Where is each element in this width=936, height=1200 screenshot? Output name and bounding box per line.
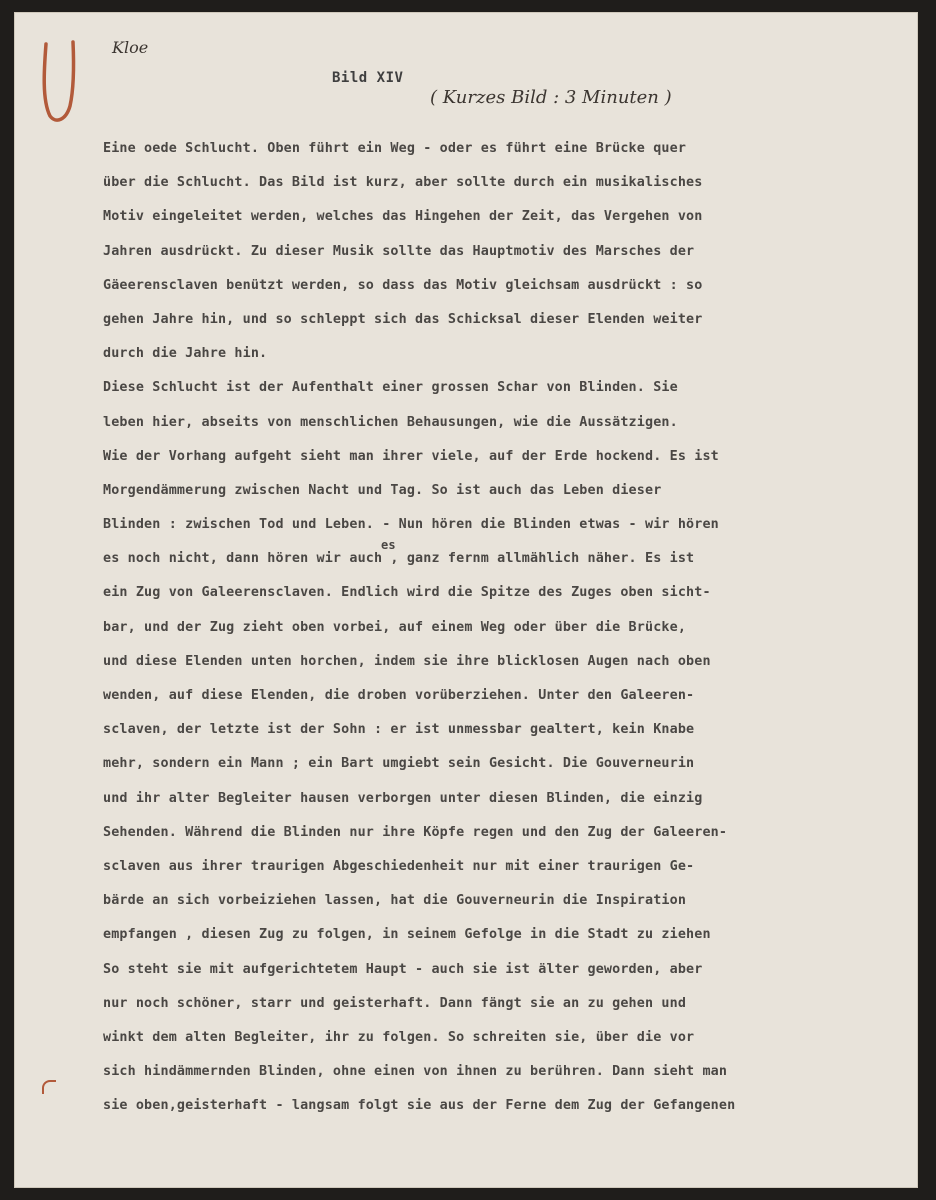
text-line: es noch nicht, dann hören wir auch , ganz fernm allmählich näher. Es ist [103, 551, 695, 567]
typed-body-text [103, 136, 915, 1127]
text-line: So steht sie mit aufgerichtetem Haupt - auch sie ist älter geworden, aber [103, 961, 703, 977]
text-line: nur noch schöner, starr und geisterhaft. Dann fängt sie an zu gehen und [103, 995, 687, 1011]
page-heading: Bild XIV [332, 70, 404, 86]
red-pencil-tick-mark [42, 1080, 56, 1094]
text-line: empfangen , diesen Zug zu folgen, in seinem Gefolge in die Stadt zu ziehen [103, 927, 711, 943]
text-line: gehen Jahre hin, und so schleppt sich das Schicksal dieser Elenden weiter [103, 311, 703, 327]
text-line: bar, und der Zug zieht oben vorbei, auf einem Weg oder über die Brücke, [103, 619, 687, 635]
text-line: sich hindämmernden Blinden, ohne einen von ihnen zu berühren. Dann sieht man [103, 1064, 728, 1080]
text-line: Motiv eingeleitet werden, welches das Hingehen der Zeit, das Vergehen von [103, 209, 703, 225]
text-line: sclaven aus ihrer traurigen Abgeschiedenheit nur mit einer traurigen Ge- [103, 858, 695, 874]
typed-insertion: es [381, 538, 396, 553]
text-line: mehr, sondern ein Mann ; ein Bart umgiebt sein Gesicht. Die Gouverneurin [103, 756, 695, 772]
text-line: Gäeerensclaven benützt werden, so dass das Motiv gleichsam ausdrückt : so [103, 277, 703, 293]
text-line: ein Zug von Galeerensclaven. Endlich wird die Spitze des Zuges oben sicht- [103, 585, 711, 601]
text-line: Sehenden. Während die Blinden nur ihre Köpfe regen und den Zug der Galeeren- [103, 824, 728, 840]
text-line-with-insert [103, 538, 915, 580]
text-line: über die Schlucht. Das Bild ist kurz, aber sollte durch ein musikalisches [103, 175, 703, 191]
text-line: leben hier, abseits von menschlichen Behausungen, wie die Aussätzigen. [103, 414, 678, 430]
handwritten-subtitle: ( Kurzes Bild : 3 Minuten ) [430, 87, 672, 108]
text-line: wenden, auf diese Elenden, die droben vorüberziehen. Unter den Galeeren- [103, 688, 695, 703]
text-line: Diese Schlucht ist der Aufenthalt einer grossen Schar von Blinden. Sie [103, 380, 678, 396]
text-line: Jahren ausdrückt. Zu dieser Musik sollte das Hauptmotiv des Marsches der [103, 243, 695, 259]
text-line: sclaven, der letzte ist der Sohn : er ist unmessbar gealtert, kein Knabe [103, 722, 695, 738]
text-line: winkt dem alten Begleiter, ihr zu folgen. So schreiten sie, über die vor [103, 1029, 695, 1045]
text-line: Wie der Vorhang aufgeht sieht man ihrer viele, auf der Erde hockend. Es ist [103, 448, 719, 464]
text-line: Morgendämmerung zwischen Nacht und Tag. So ist auch das Leben dieser [103, 482, 662, 498]
red-pencil-u-mark [40, 40, 80, 124]
text-line: Blinden : zwischen Tod und Leben. - Nun hören die Blinden etwas - wir hören [103, 517, 719, 533]
handwritten-note-top: Kloe [112, 38, 149, 57]
text-line: bärde an sich vorbeiziehen lassen, hat die Gouverneurin die Inspiration [103, 893, 687, 909]
text-line: Eine oede Schlucht. Oben führt ein Weg - oder es führt eine Brücke quer [103, 141, 687, 156]
text-line: und ihr alter Begleiter hausen verborgen unter diesen Blinden, die einzig [103, 790, 703, 806]
text-line: durch die Jahre hin. [103, 346, 268, 362]
text-line: und diese Elenden unten horchen, indem sie ihre blicklosen Augen nach oben [103, 653, 711, 669]
text-line: sie oben,geisterhaft - langsam folgt sie aus der Ferne dem Zug der Gefangenen [103, 1098, 736, 1114]
